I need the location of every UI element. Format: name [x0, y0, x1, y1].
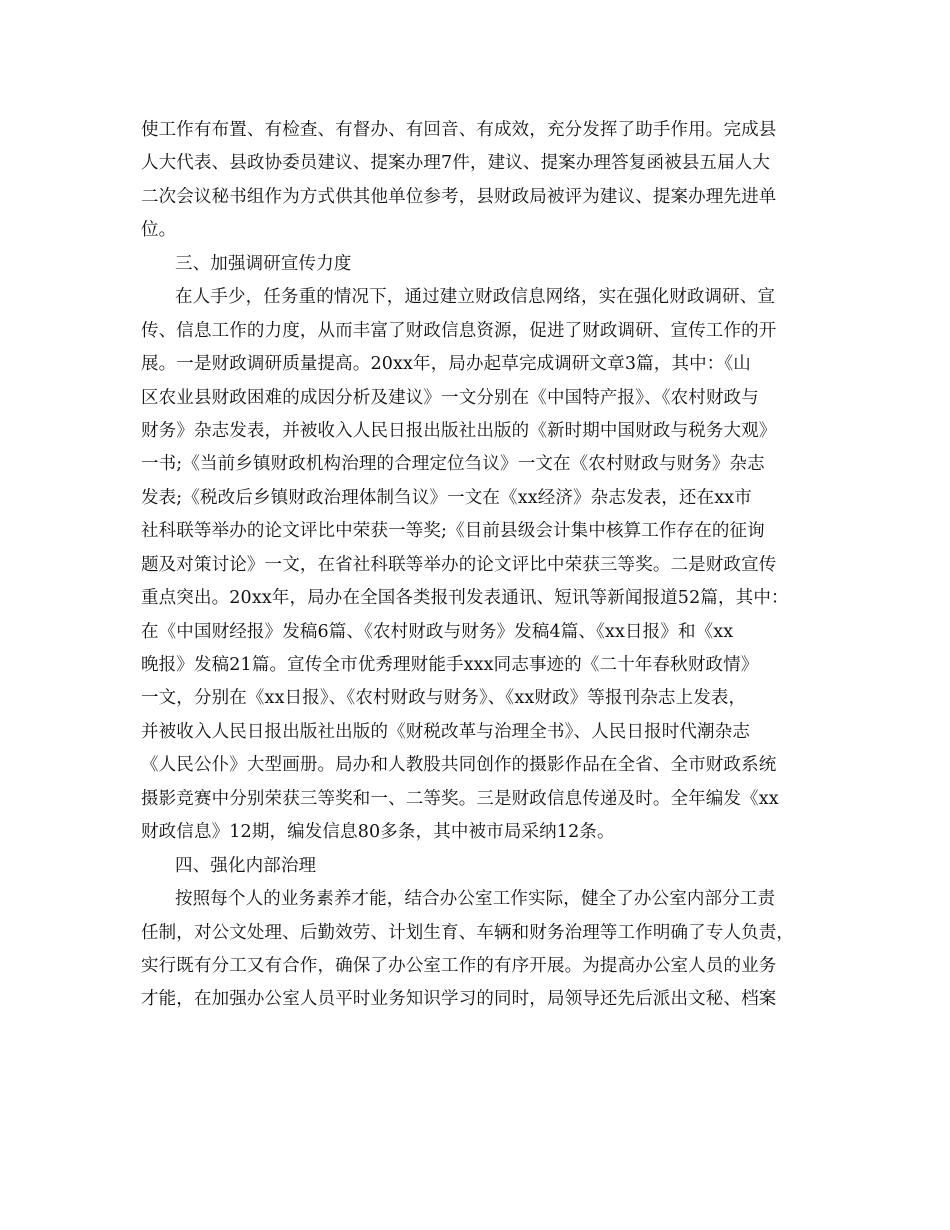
paragraph-line: 一书;《当前乡镇财政机构治理的合理定位刍议》一文在《农村财政与财务》杂志	[141, 454, 765, 475]
paragraph-line: 任制，对公文处理、后勤效劳、计划生育、车辆和财务治理等工作明确了专人负责，	[141, 922, 795, 943]
paragraph-line: 在《中国财经报》发稿6篇、《农村财政与财务》发稿4篇、《xx日报》和《xx	[141, 621, 734, 642]
paragraph-line: 区农业县财政困难的成因分析及建议》一文分别在《中国特产报》、《农村财政与	[141, 387, 759, 408]
paragraph-line: 并被收入人民日报出版社出版的《财税改革与治理全书》、人民日报时代潮杂志	[141, 721, 750, 742]
paragraph-line: 使工作有布置、有检查、有督办、有回音、有成效，充分发挥了助手作用。完成县	[141, 120, 777, 140]
paragraph-line: 重点突出。20xx年，局办在全国各类报刊发表通讯、短讯等新闻报道52篇，其中：	[141, 588, 789, 609]
paragraph-line: 人大代表、县政协委员建议、提案办理7件，建议、提案办理答复函被县五届人大	[141, 153, 771, 174]
paragraph-line-indented: 四、强化内部治理	[175, 855, 317, 876]
paragraph-line: 题及对策讨论》一文，在省社科联等举办的论文评比中荣获三等奖。二是财政宣传	[141, 554, 777, 575]
paragraph-line: 财政信息》12期，编发信息80多条，其中被市局采纳12条。	[141, 822, 615, 843]
paragraph-line: 传、信息工作的力度，从而丰富了财政信息资源，促进了财政调研、宣传工作的开	[141, 320, 777, 341]
paragraph-line: 社科联等举办的论文评比中荣获一等奖;《目前县级会计集中核算工作存在的征询	[141, 521, 765, 542]
paragraph-line: 摄影竞赛中分别荣获三等奖和一、二等奖。三是财政信息传递及时。全年编发《xx	[141, 788, 779, 809]
paragraph-line-indented: 按照每个人的业务素养才能，结合办公室工作实际，健全了办公室内部分工责	[175, 889, 776, 910]
paragraph-line: 二次会议秘书组作为方式供其他单位参考，县财政局被评为建议、提案办理先进单	[141, 186, 777, 207]
paragraph-line-indented: 三、加强调研宣传力度	[175, 253, 352, 274]
paragraph-line: 一文，分别在《xx日报》、《农村财政与财务》、《xx财政》等报刊杂志上发表，	[141, 688, 747, 709]
paragraph-line: 财务》杂志发表，并被收入人民日报出版社出版的《新时期中国财政与税务大观》	[141, 420, 777, 441]
paragraph-line: 位。	[141, 220, 177, 241]
paragraph-line-indented: 在人手少，任务重的情况下，通过建立财政信息网络，实在强化财政调研、宣	[175, 287, 776, 308]
paragraph-line: 实行既有分工又有合作，确保了办公室工作的有序开展。为提高办公室人员的业务	[141, 955, 777, 976]
paragraph-line: 《人民公仆》大型画册。局办和人教股共同创作的摄影作品在全省、全市财政系统	[141, 755, 777, 776]
paragraph-line: 才能，在加强办公室人员平时业务知识学习的同时，局领导还先后派出文秘、档案	[141, 989, 777, 1010]
paragraph-line: 晚报》发稿21篇。宣传全市优秀理财能手xxx同志事迹的《二十年春秋财政情》	[141, 655, 759, 675]
body-text	[141, 114, 821, 1017]
paragraph-line: 展。一是财政调研质量提高。20xx年，局办起草完成调研文章3篇，其中：《山	[141, 354, 751, 375]
paragraph-line: 发表;《税改后乡镇财政治理体制刍议》一文在《xx经济》杂志发表，还在xx市	[141, 487, 752, 508]
